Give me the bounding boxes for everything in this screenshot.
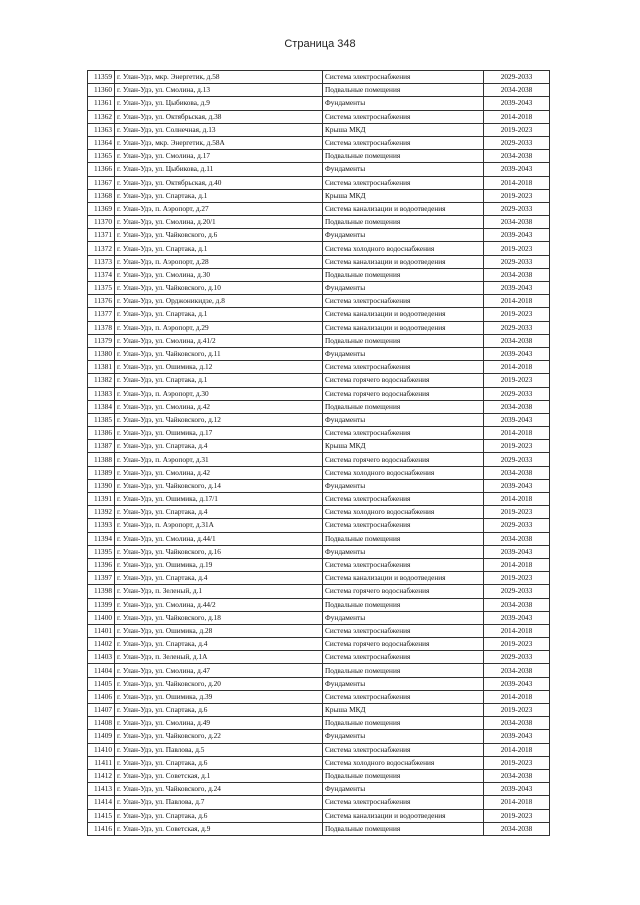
address-cell: г. Улан-Удэ, п. Аэропорт, д.29	[115, 321, 323, 334]
table-row	[88, 545, 550, 558]
system-cell: Система электроснабжения	[323, 176, 484, 189]
row-number: 11404	[88, 664, 115, 677]
period-cell: 2019-2023	[484, 638, 550, 651]
system-cell: Система холодного водоснабжения	[323, 756, 484, 769]
period-cell: 2014-2018	[484, 361, 550, 374]
row-number: 11384	[88, 400, 115, 413]
address-cell: г. Улан-Удэ, ул. Смолина, д.44/1	[115, 532, 323, 545]
row-number: 11377	[88, 308, 115, 321]
address-cell: г. Улан-Удэ, ул. Чайковского, д.22	[115, 730, 323, 743]
table-row	[88, 110, 550, 123]
table-row	[88, 730, 550, 743]
table-row	[88, 519, 550, 532]
system-cell: Система канализации и водоотведения	[323, 255, 484, 268]
address-cell: г. Улан-Удэ, ул. Октябрьская, д.38	[115, 110, 323, 123]
row-number: 11408	[88, 717, 115, 730]
row-number: 11401	[88, 624, 115, 637]
period-cell: 2019-2023	[484, 440, 550, 453]
row-number: 11392	[88, 506, 115, 519]
table-row	[88, 321, 550, 334]
address-cell: г. Улан-Удэ, ул. Советская, д.9	[115, 822, 323, 835]
system-cell: Система канализации и водоотведения	[323, 572, 484, 585]
period-cell: 2039-2043	[484, 347, 550, 360]
row-number: 11395	[88, 545, 115, 558]
system-cell: Система электроснабжения	[323, 361, 484, 374]
row-number: 11370	[88, 216, 115, 229]
address-cell: г. Улан-Удэ, ул. Солнечная, д.13	[115, 123, 323, 136]
period-cell: 2014-2018	[484, 176, 550, 189]
system-cell: Система горячего водоснабжения	[323, 374, 484, 387]
address-cell: г. Улан-Удэ, ул. Чайковского, д.14	[115, 479, 323, 492]
period-cell: 2029-2033	[484, 387, 550, 400]
table-row	[88, 677, 550, 690]
address-cell: г. Улан-Удэ, п. Аэропорт, д.31	[115, 453, 323, 466]
period-cell: 2019-2023	[484, 756, 550, 769]
period-cell: 2019-2023	[484, 809, 550, 822]
system-cell: Система электроснабжения	[323, 71, 484, 84]
table-row	[88, 427, 550, 440]
table-row	[88, 690, 550, 703]
period-cell: 2039-2043	[484, 730, 550, 743]
table-row	[88, 136, 550, 149]
period-cell: 2019-2023	[484, 242, 550, 255]
table-row	[88, 189, 550, 202]
system-cell: Система горячего водоснабжения	[323, 387, 484, 400]
table-row	[88, 216, 550, 229]
system-cell: Крыша МКД	[323, 123, 484, 136]
system-cell: Система горячего водоснабжения	[323, 638, 484, 651]
period-cell: 2029-2033	[484, 202, 550, 215]
system-cell: Подвальные помещения	[323, 268, 484, 281]
row-number: 11363	[88, 123, 115, 136]
system-cell: Фундаменты	[323, 479, 484, 492]
period-cell: 2034-2038	[484, 769, 550, 782]
table-row	[88, 308, 550, 321]
system-cell: Система электроснабжения	[323, 690, 484, 703]
system-cell: Система электроснабжения	[323, 295, 484, 308]
row-number: 11406	[88, 690, 115, 703]
system-cell: Система холодного водоснабжения	[323, 466, 484, 479]
address-cell: г. Улан-Удэ, п. Аэропорт, д.31А	[115, 519, 323, 532]
system-cell: Подвальные помещения	[323, 84, 484, 97]
period-cell: 2014-2018	[484, 558, 550, 571]
row-number: 11396	[88, 558, 115, 571]
system-cell: Подвальные помещения	[323, 532, 484, 545]
row-number: 11366	[88, 163, 115, 176]
table-row	[88, 387, 550, 400]
period-cell: 2019-2023	[484, 123, 550, 136]
period-cell: 2029-2033	[484, 519, 550, 532]
system-cell: Система электроснабжения	[323, 796, 484, 809]
row-number: 11359	[88, 71, 115, 84]
address-cell: г. Улан-Удэ, ул. Спартака, д.1	[115, 374, 323, 387]
page-number-label: Страница 348	[284, 38, 356, 50]
table-row	[88, 532, 550, 545]
row-number: 11386	[88, 427, 115, 440]
row-number: 11373	[88, 255, 115, 268]
table-row	[88, 440, 550, 453]
address-cell: г. Улан-Удэ, ул. Ошимика, д.12	[115, 361, 323, 374]
system-cell: Система горячего водоснабжения	[323, 453, 484, 466]
row-number: 11409	[88, 730, 115, 743]
period-cell: 2029-2033	[484, 136, 550, 149]
table-row	[88, 361, 550, 374]
table-row	[88, 638, 550, 651]
row-number: 11382	[88, 374, 115, 387]
address-cell: г. Улан-Удэ, ул. Спартака, д.1	[115, 242, 323, 255]
row-number: 11391	[88, 493, 115, 506]
row-number: 11407	[88, 704, 115, 717]
address-cell: г. Улан-Удэ, п. Зеленый, д.1А	[115, 651, 323, 664]
period-cell: 2029-2033	[484, 453, 550, 466]
row-number: 11415	[88, 809, 115, 822]
address-cell: г. Улан-Удэ, ул. Спартака, д.1	[115, 189, 323, 202]
row-number: 11389	[88, 466, 115, 479]
system-cell: Подвальные помещения	[323, 334, 484, 347]
table-row	[88, 150, 550, 163]
row-number: 11367	[88, 176, 115, 189]
period-cell: 2014-2018	[484, 427, 550, 440]
table-row	[88, 756, 550, 769]
period-cell: 2019-2023	[484, 572, 550, 585]
period-cell: 2014-2018	[484, 796, 550, 809]
system-cell: Система электроснабжения	[323, 519, 484, 532]
system-cell: Крыша МКД	[323, 440, 484, 453]
address-cell: г. Улан-Удэ, ул. Смолина, д.41/2	[115, 334, 323, 347]
period-cell: 2034-2038	[484, 84, 550, 97]
table-row	[88, 176, 550, 189]
address-cell: г. Улан-Удэ, ул. Чайковского, д.18	[115, 611, 323, 624]
address-cell: г. Улан-Удэ, ул. Павлова, д.7	[115, 796, 323, 809]
system-cell: Фундаменты	[323, 545, 484, 558]
table-row	[88, 664, 550, 677]
system-cell: Система электроснабжения	[323, 624, 484, 637]
row-number: 11378	[88, 321, 115, 334]
address-cell: г. Улан-Удэ, ул. Смолина, д.42	[115, 400, 323, 413]
address-cell: г. Улан-Удэ, ул. Спартака, д.1	[115, 308, 323, 321]
period-cell: 2029-2033	[484, 585, 550, 598]
system-cell: Подвальные помещения	[323, 717, 484, 730]
period-cell: 2034-2038	[484, 400, 550, 413]
table-row	[88, 229, 550, 242]
row-number: 11360	[88, 84, 115, 97]
row-number: 11365	[88, 150, 115, 163]
address-cell: г. Улан-Удэ, ул. Смолина, д.30	[115, 268, 323, 281]
table-row	[88, 347, 550, 360]
address-cell: г. Улан-Удэ, ул. Смолина, д.42	[115, 466, 323, 479]
address-cell: г. Улан-Удэ, ул. Спартака, д.6	[115, 809, 323, 822]
system-cell: Фундаменты	[323, 347, 484, 360]
table-row	[88, 783, 550, 796]
period-cell: 2034-2038	[484, 268, 550, 281]
address-cell: г. Улан-Удэ, ул. Советская, д.1	[115, 769, 323, 782]
period-cell: 2034-2038	[484, 717, 550, 730]
table-row	[88, 282, 550, 295]
period-cell: 2039-2043	[484, 413, 550, 426]
system-cell: Фундаменты	[323, 611, 484, 624]
address-cell: г. Улан-Удэ, ул. Спартака, д.4	[115, 638, 323, 651]
row-number: 11385	[88, 413, 115, 426]
address-cell: г. Улан-Удэ, мкр. Энергетик, д.58А	[115, 136, 323, 149]
table-row	[88, 71, 550, 84]
row-number: 11364	[88, 136, 115, 149]
period-cell: 2034-2038	[484, 150, 550, 163]
period-cell: 2039-2043	[484, 783, 550, 796]
address-cell: г. Улан-Удэ, п. Аэропорт, д.28	[115, 255, 323, 268]
address-cell: г. Улан-Удэ, ул. Спартака, д.4	[115, 572, 323, 585]
system-cell: Фундаменты	[323, 730, 484, 743]
table-row	[88, 822, 550, 835]
system-cell: Подвальные помещения	[323, 216, 484, 229]
system-cell: Фундаменты	[323, 783, 484, 796]
system-cell: Фундаменты	[323, 229, 484, 242]
period-cell: 2014-2018	[484, 110, 550, 123]
address-cell: г. Улан-Удэ, ул. Цыбикова, д.9	[115, 97, 323, 110]
system-cell: Подвальные помещения	[323, 598, 484, 611]
row-number: 11369	[88, 202, 115, 215]
row-number: 11381	[88, 361, 115, 374]
period-cell: 2034-2038	[484, 466, 550, 479]
address-cell: г. Улан-Удэ, ул. Чайковского, д.12	[115, 413, 323, 426]
table-row	[88, 400, 550, 413]
period-cell: 2034-2038	[484, 532, 550, 545]
address-cell: г. Улан-Удэ, ул. Цыбикова, д.11	[115, 163, 323, 176]
row-number: 11403	[88, 651, 115, 664]
table-row	[88, 598, 550, 611]
period-cell: 2019-2023	[484, 374, 550, 387]
system-cell: Система электроснабжения	[323, 743, 484, 756]
row-number: 11371	[88, 229, 115, 242]
address-cell: г. Улан-Удэ, ул. Ошимика, д.19	[115, 558, 323, 571]
period-cell: 2019-2023	[484, 189, 550, 202]
address-cell: г. Улан-Удэ, ул. Смолина, д.49	[115, 717, 323, 730]
system-cell: Система электроснабжения	[323, 651, 484, 664]
table-body	[88, 71, 550, 836]
period-cell: 2039-2043	[484, 97, 550, 110]
period-cell: 2014-2018	[484, 493, 550, 506]
address-cell: г. Улан-Удэ, ул. Ошимика, д.17	[115, 427, 323, 440]
address-cell: г. Улан-Удэ, ул. Чайковского, д.11	[115, 347, 323, 360]
period-cell: 2029-2033	[484, 255, 550, 268]
row-number: 11372	[88, 242, 115, 255]
row-number: 11405	[88, 677, 115, 690]
table-row	[88, 84, 550, 97]
system-cell: Фундаменты	[323, 282, 484, 295]
row-number: 11397	[88, 572, 115, 585]
period-cell: 2014-2018	[484, 295, 550, 308]
row-number: 11414	[88, 796, 115, 809]
table-row	[88, 242, 550, 255]
address-cell: г. Улан-Удэ, ул. Смолина, д.20/1	[115, 216, 323, 229]
table-row	[88, 255, 550, 268]
system-cell: Система электроснабжения	[323, 110, 484, 123]
table-row	[88, 466, 550, 479]
period-cell: 2039-2043	[484, 677, 550, 690]
row-number: 11410	[88, 743, 115, 756]
row-number: 11368	[88, 189, 115, 202]
address-cell: г. Улан-Удэ, ул. Смолина, д.17	[115, 150, 323, 163]
period-cell: 2029-2033	[484, 651, 550, 664]
address-cell: г. Улан-Удэ, п. Аэропорт, д.27	[115, 202, 323, 215]
system-cell: Система холодного водоснабжения	[323, 242, 484, 255]
period-cell: 2039-2043	[484, 479, 550, 492]
system-cell: Система канализации и водоотведения	[323, 809, 484, 822]
row-number: 11400	[88, 611, 115, 624]
row-number: 11387	[88, 440, 115, 453]
system-cell: Система электроснабжения	[323, 493, 484, 506]
period-cell: 2029-2033	[484, 71, 550, 84]
table-row	[88, 413, 550, 426]
table-row	[88, 572, 550, 585]
period-cell: 2014-2018	[484, 690, 550, 703]
row-number: 11399	[88, 598, 115, 611]
system-cell: Система канализации и водоотведения	[323, 321, 484, 334]
system-cell: Система электроснабжения	[323, 558, 484, 571]
table-row	[88, 493, 550, 506]
address-cell: г. Улан-Удэ, ул. Спартака, д.4	[115, 506, 323, 519]
table-row	[88, 717, 550, 730]
row-number: 11390	[88, 479, 115, 492]
system-cell: Подвальные помещения	[323, 664, 484, 677]
table-row	[88, 558, 550, 571]
table-row	[88, 743, 550, 756]
period-cell: 2019-2023	[484, 308, 550, 321]
period-cell: 2034-2038	[484, 664, 550, 677]
system-cell: Система канализации и водоотведения	[323, 308, 484, 321]
period-cell: 2039-2043	[484, 282, 550, 295]
table-row	[88, 809, 550, 822]
address-cell: г. Улан-Удэ, ул. Октябрьская, д.40	[115, 176, 323, 189]
table-row	[88, 624, 550, 637]
period-cell: 2034-2038	[484, 822, 550, 835]
system-cell: Система холодного водоснабжения	[323, 506, 484, 519]
system-cell: Система электроснабжения	[323, 136, 484, 149]
address-cell: г. Улан-Удэ, ул. Ошимика, д.17/1	[115, 493, 323, 506]
system-cell: Подвальные помещения	[323, 150, 484, 163]
table-row	[88, 704, 550, 717]
row-number: 11398	[88, 585, 115, 598]
table-row	[88, 611, 550, 624]
address-cell: г. Улан-Удэ, ул. Спартака, д.6	[115, 756, 323, 769]
row-number: 11361	[88, 97, 115, 110]
row-number: 11413	[88, 783, 115, 796]
address-cell: г. Улан-Удэ, ул. Орджоникидзе, д.8	[115, 295, 323, 308]
system-cell: Фундаменты	[323, 163, 484, 176]
repair-schedule-table	[87, 70, 550, 836]
system-cell: Крыша МКД	[323, 189, 484, 202]
address-cell: г. Улан-Удэ, ул. Чайковского, д.16	[115, 545, 323, 558]
row-number: 11380	[88, 347, 115, 360]
row-number: 11374	[88, 268, 115, 281]
address-cell: г. Улан-Удэ, ул. Смолина, д.13	[115, 84, 323, 97]
table-row	[88, 202, 550, 215]
row-number: 11388	[88, 453, 115, 466]
row-number: 11416	[88, 822, 115, 835]
row-number: 11412	[88, 769, 115, 782]
row-number: 11376	[88, 295, 115, 308]
row-number: 11394	[88, 532, 115, 545]
address-cell: г. Улан-Удэ, ул. Спартака, д.4	[115, 440, 323, 453]
row-number: 11411	[88, 756, 115, 769]
system-cell: Фундаменты	[323, 677, 484, 690]
row-number: 11383	[88, 387, 115, 400]
table-row	[88, 651, 550, 664]
period-cell: 2034-2038	[484, 598, 550, 611]
row-number: 11402	[88, 638, 115, 651]
address-cell: г. Улан-Удэ, п. Аэропорт, д.30	[115, 387, 323, 400]
table-row	[88, 123, 550, 136]
period-cell: 2039-2043	[484, 545, 550, 558]
table-row	[88, 163, 550, 176]
address-cell: г. Улан-Удэ, ул. Чайковского, д.20	[115, 677, 323, 690]
system-cell: Крыша МКД	[323, 704, 484, 717]
address-cell: г. Улан-Удэ, ул. Чайковского, д.10	[115, 282, 323, 295]
address-cell: г. Улан-Удэ, ул. Павлова, д.5	[115, 743, 323, 756]
table-row	[88, 334, 550, 347]
period-cell: 2039-2043	[484, 163, 550, 176]
system-cell: Подвальные помещения	[323, 822, 484, 835]
row-number: 11375	[88, 282, 115, 295]
row-number: 11393	[88, 519, 115, 532]
system-cell: Система канализации и водоотведения	[323, 202, 484, 215]
table-row	[88, 97, 550, 110]
address-cell: г. Улан-Удэ, п. Зеленый, д.1	[115, 585, 323, 598]
period-cell: 2014-2018	[484, 743, 550, 756]
system-cell: Система электроснабжения	[323, 427, 484, 440]
system-cell: Фундаменты	[323, 413, 484, 426]
system-cell: Система горячего водоснабжения	[323, 585, 484, 598]
period-cell: 2019-2023	[484, 704, 550, 717]
system-cell: Фундаменты	[323, 97, 484, 110]
period-cell: 2039-2043	[484, 229, 550, 242]
address-cell: г. Улан-Удэ, ул. Чайковского, д.6	[115, 229, 323, 242]
period-cell: 2034-2038	[484, 216, 550, 229]
address-cell: г. Улан-Удэ, ул. Смолина, д.44/2	[115, 598, 323, 611]
table-row	[88, 479, 550, 492]
table-row	[88, 295, 550, 308]
address-cell: г. Улан-Удэ, ул. Ошимика, д.39	[115, 690, 323, 703]
period-cell: 2029-2033	[484, 321, 550, 334]
table-row	[88, 453, 550, 466]
table-row	[88, 585, 550, 598]
period-cell: 2039-2043	[484, 611, 550, 624]
period-cell: 2014-2018	[484, 624, 550, 637]
address-cell: г. Улан-Удэ, мкр. Энергетик, д.58	[115, 71, 323, 84]
period-cell: 2034-2038	[484, 334, 550, 347]
period-cell: 2019-2023	[484, 506, 550, 519]
table-row	[88, 506, 550, 519]
system-cell: Подвальные помещения	[323, 400, 484, 413]
address-cell: г. Улан-Удэ, ул. Ошимика, д.28	[115, 624, 323, 637]
table-row	[88, 374, 550, 387]
address-cell: г. Улан-Удэ, ул. Спартака, д.6	[115, 704, 323, 717]
table-row	[88, 268, 550, 281]
system-cell: Подвальные помещения	[323, 769, 484, 782]
table-row	[88, 796, 550, 809]
row-number: 11379	[88, 334, 115, 347]
address-cell: г. Улан-Удэ, ул. Чайковского, д.24	[115, 783, 323, 796]
row-number: 11362	[88, 110, 115, 123]
address-cell: г. Улан-Удэ, ул. Смолина, д.47	[115, 664, 323, 677]
table-row	[88, 769, 550, 782]
